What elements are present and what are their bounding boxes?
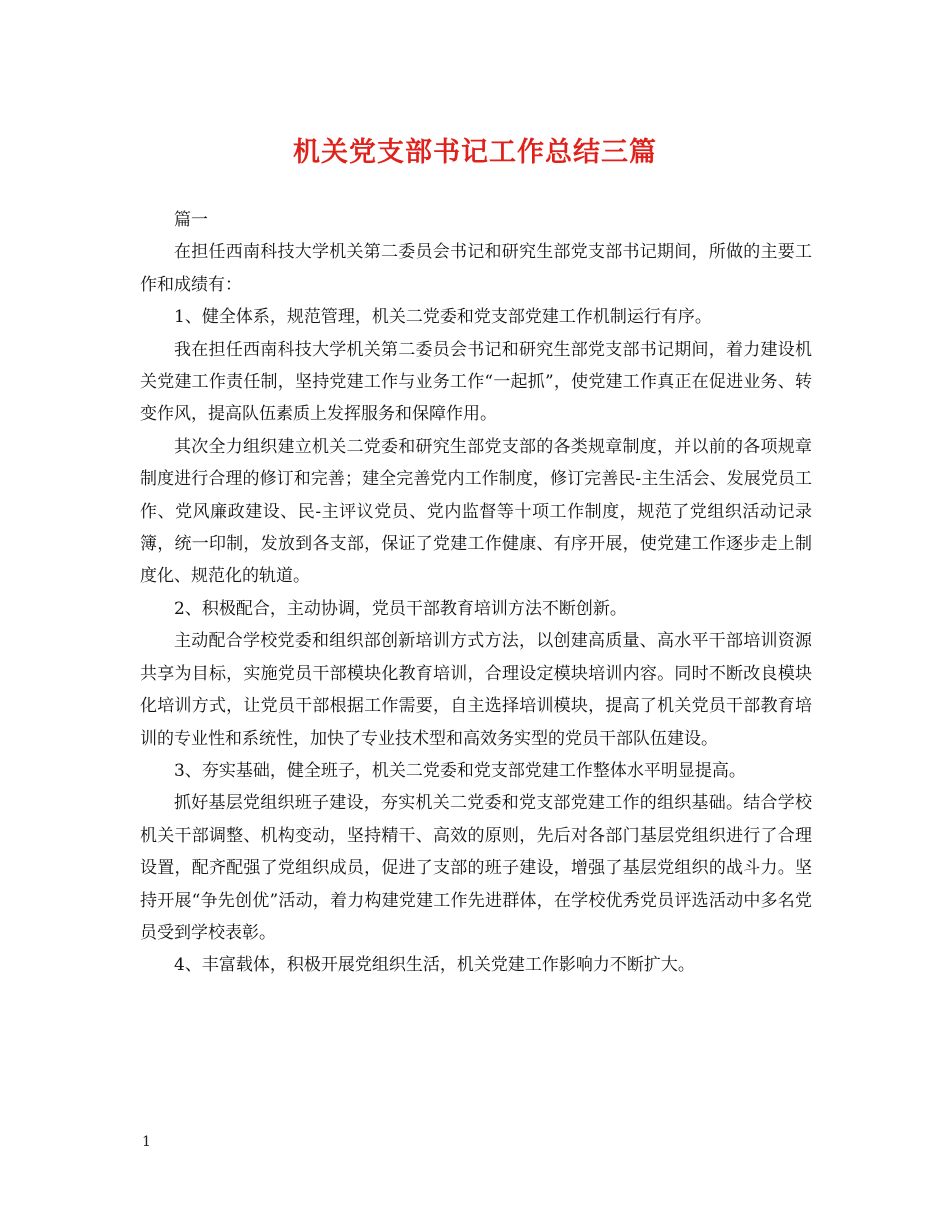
body-paragraph: 抓好基层党组织班子建设，夯实机关二党委和党支部党建工作的组织基础。结合学校机关干部调整、机构变动，坚持精干、高效的原则，先后对各部门基层党组织进行了合理设置，配齐配强了党组织成员，促进了支部的班子建设，增强了基层党组织的战斗力。坚持开展“争先创优”活动，着力构建党建工作先进群体，在学校优秀党员评选活动中多名党员受到学校表彰。 [140, 793, 812, 943]
item-heading: 1、健全体系，规范管理，机关二党委和党支部党建工作机制运行有序。 [174, 307, 712, 328]
document-title: 机关党支部书记工作总结三篇 [293, 137, 657, 168]
body-paragraph: 我在担任西南科技大学机关第二委员会书记和研究生部党支部书记期间，着力建设机关党建工作责任制，坚持党建工作与业务工作“一起抓”，使党建工作真正在促进业务、转变作风，提高队伍素质上发挥服务和保障作用。 [140, 339, 812, 425]
item-heading: 2、积极配合，主动协调，党员干部教育培训方法不断创新。 [174, 598, 627, 619]
item-heading: 4、丰富载体，积极开展党组织生活，机关党建工作影响力不断扩大。 [174, 955, 695, 976]
document-body [140, 204, 812, 982]
item-heading: 3、夯实基础，健全班子，机关二党委和党支部党建工作整体水平明显提高。 [174, 760, 746, 781]
body-paragraph: 其次全力组织建立机关二党委和研究生部党支部的各类规章制度，并以前的各项规章制度进行合理的修订和完善；建全完善党内工作制度，修订完善民-主生活会、发展党员工作、党风廉政建设、民-主评议党员、党内监督等十项工作制度，规范了党组织活动记录簿，统一印制，发放到各支部，保证了党建工作健康、有序开展，使党建工作逐步走上制度化、规范化的轨道。 [140, 436, 812, 587]
section-heading: 篇一 [174, 210, 208, 230]
body-paragraph: 在担任西南科技大学机关第二委员会书记和研究生部党支部书记期间，所做的主要工作和成绩有： [140, 242, 812, 295]
body-paragraph: 主动配合学校党委和组织部创新培训方式方法，以创建高质量、高水平干部培训资源共享为目标，实施党员干部模块化教育培训，合理设定模块培训内容。同时不断改良模块化培训方式，让党员干部根据工作需要，自主选择培训模块，提高了机关党员干部教育培训的专业性和系统性，加快了专业技术型和高效务实型的党员干部队伍建设。 [140, 631, 812, 749]
page-number: 1 [142, 1134, 151, 1150]
